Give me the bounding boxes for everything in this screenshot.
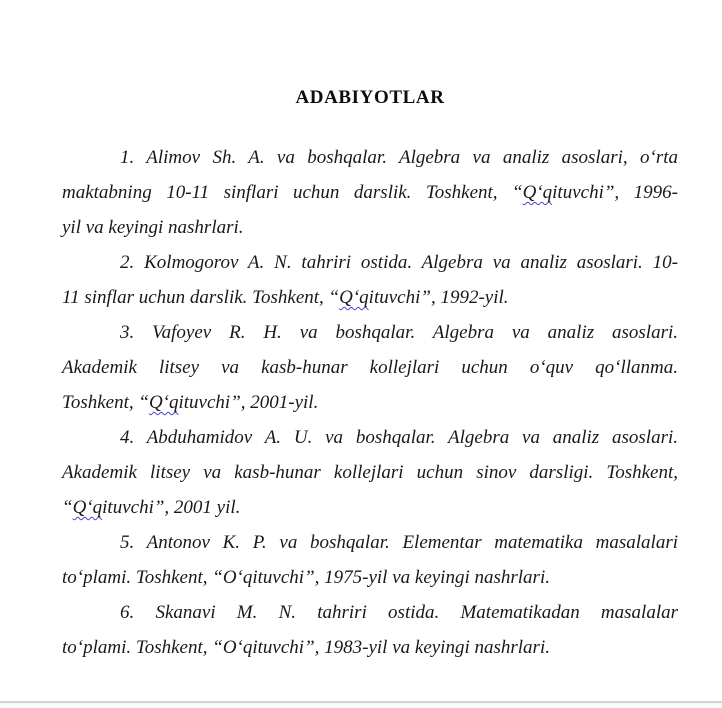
reference-line: “Qʻqituvchi”, 2001 yil. <box>62 497 241 518</box>
reference-item <box>62 245 678 315</box>
spellcheck-underline: Qʻq <box>339 287 369 308</box>
document-content <box>62 88 678 665</box>
reference-item <box>62 315 678 420</box>
reference-line: 3. Vafoyev R. H. va boshqalar. Algebra va analiz asoslari. <box>120 322 678 343</box>
page-below-edge-area <box>0 703 722 708</box>
reference-line: 1. Alimov Sh. A. va boshqalar. Algebra va analiz asoslari, oʻrta <box>120 147 678 168</box>
reference-item <box>62 595 678 665</box>
reference-item <box>62 420 678 525</box>
reference-line: maktabning 10-11 sinflari uchun darslik. Toshkent, “Qʻqituvchi”, 1996- <box>62 182 678 203</box>
reference-line: Toshkent, “Qʻqituvchi”, 2001-yil. <box>62 392 319 413</box>
reference-line: toʻplami. Toshkent, “Oʻqituvchi”, 1975-yil va keyingi nashrlari. <box>62 567 550 588</box>
reference-line: 5. Antonov K. P. va boshqalar. Elementar matematika masalalari <box>120 532 678 553</box>
reference-line: 6. Skanavi M. N. tahriri ostida. Matematikadan masalalar <box>120 602 678 623</box>
reference-item <box>62 525 678 595</box>
reference-line: yil va keyingi nashrlari. <box>62 217 244 238</box>
references-list <box>62 140 678 665</box>
spellcheck-underline: Qʻq <box>72 497 103 518</box>
page-title: ADABIYOTLAR <box>295 87 445 108</box>
reference-line: 4. Abduhamidov A. U. va boshqalar. Algebra va analiz asoslari. <box>120 427 678 448</box>
spellcheck-underline: Qʻq <box>522 182 553 203</box>
reference-line: toʻplami. Toshkent, “Oʻqituvchi”, 1983-yil va keyingi nashrlari. <box>62 637 550 658</box>
reference-line: Akademik litsey va kasb-hunar kollejlari uchun oʻquv qoʻllanma. <box>62 357 678 378</box>
reference-line: 11 sinflar uchun darslik. Toshkent, “Qʻqituvchi”, 1992-yil. <box>62 287 509 308</box>
reference-line: Akademik litsey va kasb-hunar kollejlari uchun sinov darsligi. Toshkent, <box>62 462 678 483</box>
reference-item <box>62 140 678 245</box>
reference-line: 2. Kolmogorov A. N. tahriri ostida. Algebra va analiz asoslari. 10- <box>120 252 678 273</box>
spellcheck-underline: Qʻq <box>148 392 179 413</box>
